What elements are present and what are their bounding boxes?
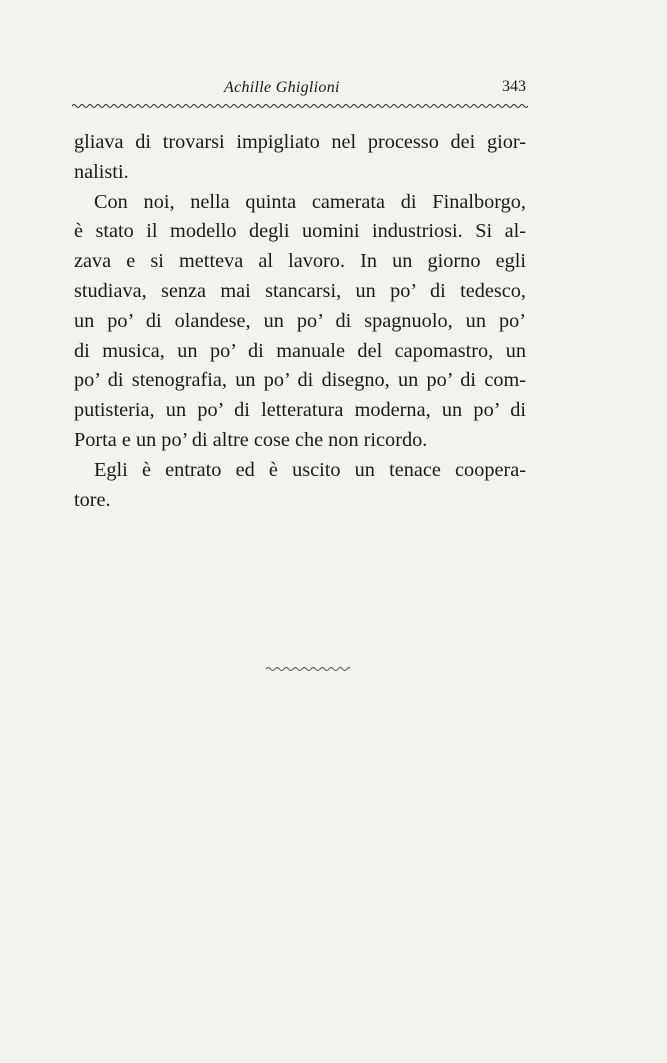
text-line: Porta e un po’ di altre cose che non ricordo. <box>74 428 428 451</box>
text-line: un po’ di olandese, un po’ di spagnuolo, un po’ <box>74 309 526 332</box>
running-header <box>74 76 526 100</box>
paragraph-1 <box>74 128 526 188</box>
wavy-end-ornament <box>266 664 350 674</box>
text-line: Egli è entrato ed è uscito un tenace coopera- <box>94 458 526 481</box>
text-line: Con noi, nella quinta camerata di Finalborgo, <box>94 190 526 213</box>
body-text <box>74 128 526 515</box>
text-line: zava e si metteva al lavoro. In un giorno egli <box>74 250 526 273</box>
text-line: gliava di trovarsi impigliato nel processo dei gior- <box>74 131 526 153</box>
paragraph-2 <box>74 188 526 456</box>
text-line: tore. <box>74 488 111 511</box>
text-line: putisteria, un po’ di letteratura moderna, un po’ di <box>74 399 526 422</box>
text-line: è stato il modello degli uomini industriosi. Si al- <box>74 220 526 243</box>
text-line: nalisti. <box>74 160 129 183</box>
paragraph-3 <box>74 456 526 516</box>
text-line: studiava, senza mai stancarsi, un po’ di tedesco, <box>74 279 526 302</box>
page-number: 343 <box>502 78 526 95</box>
running-title: Achille Ghiglioni <box>224 79 340 96</box>
text-line: po’ di stenografia, un po’ di disegno, un po’ di com- <box>74 369 526 392</box>
wavy-header-rule <box>72 101 528 111</box>
text-line: di musica, un po’ di manuale del capomastro, un <box>74 339 526 362</box>
